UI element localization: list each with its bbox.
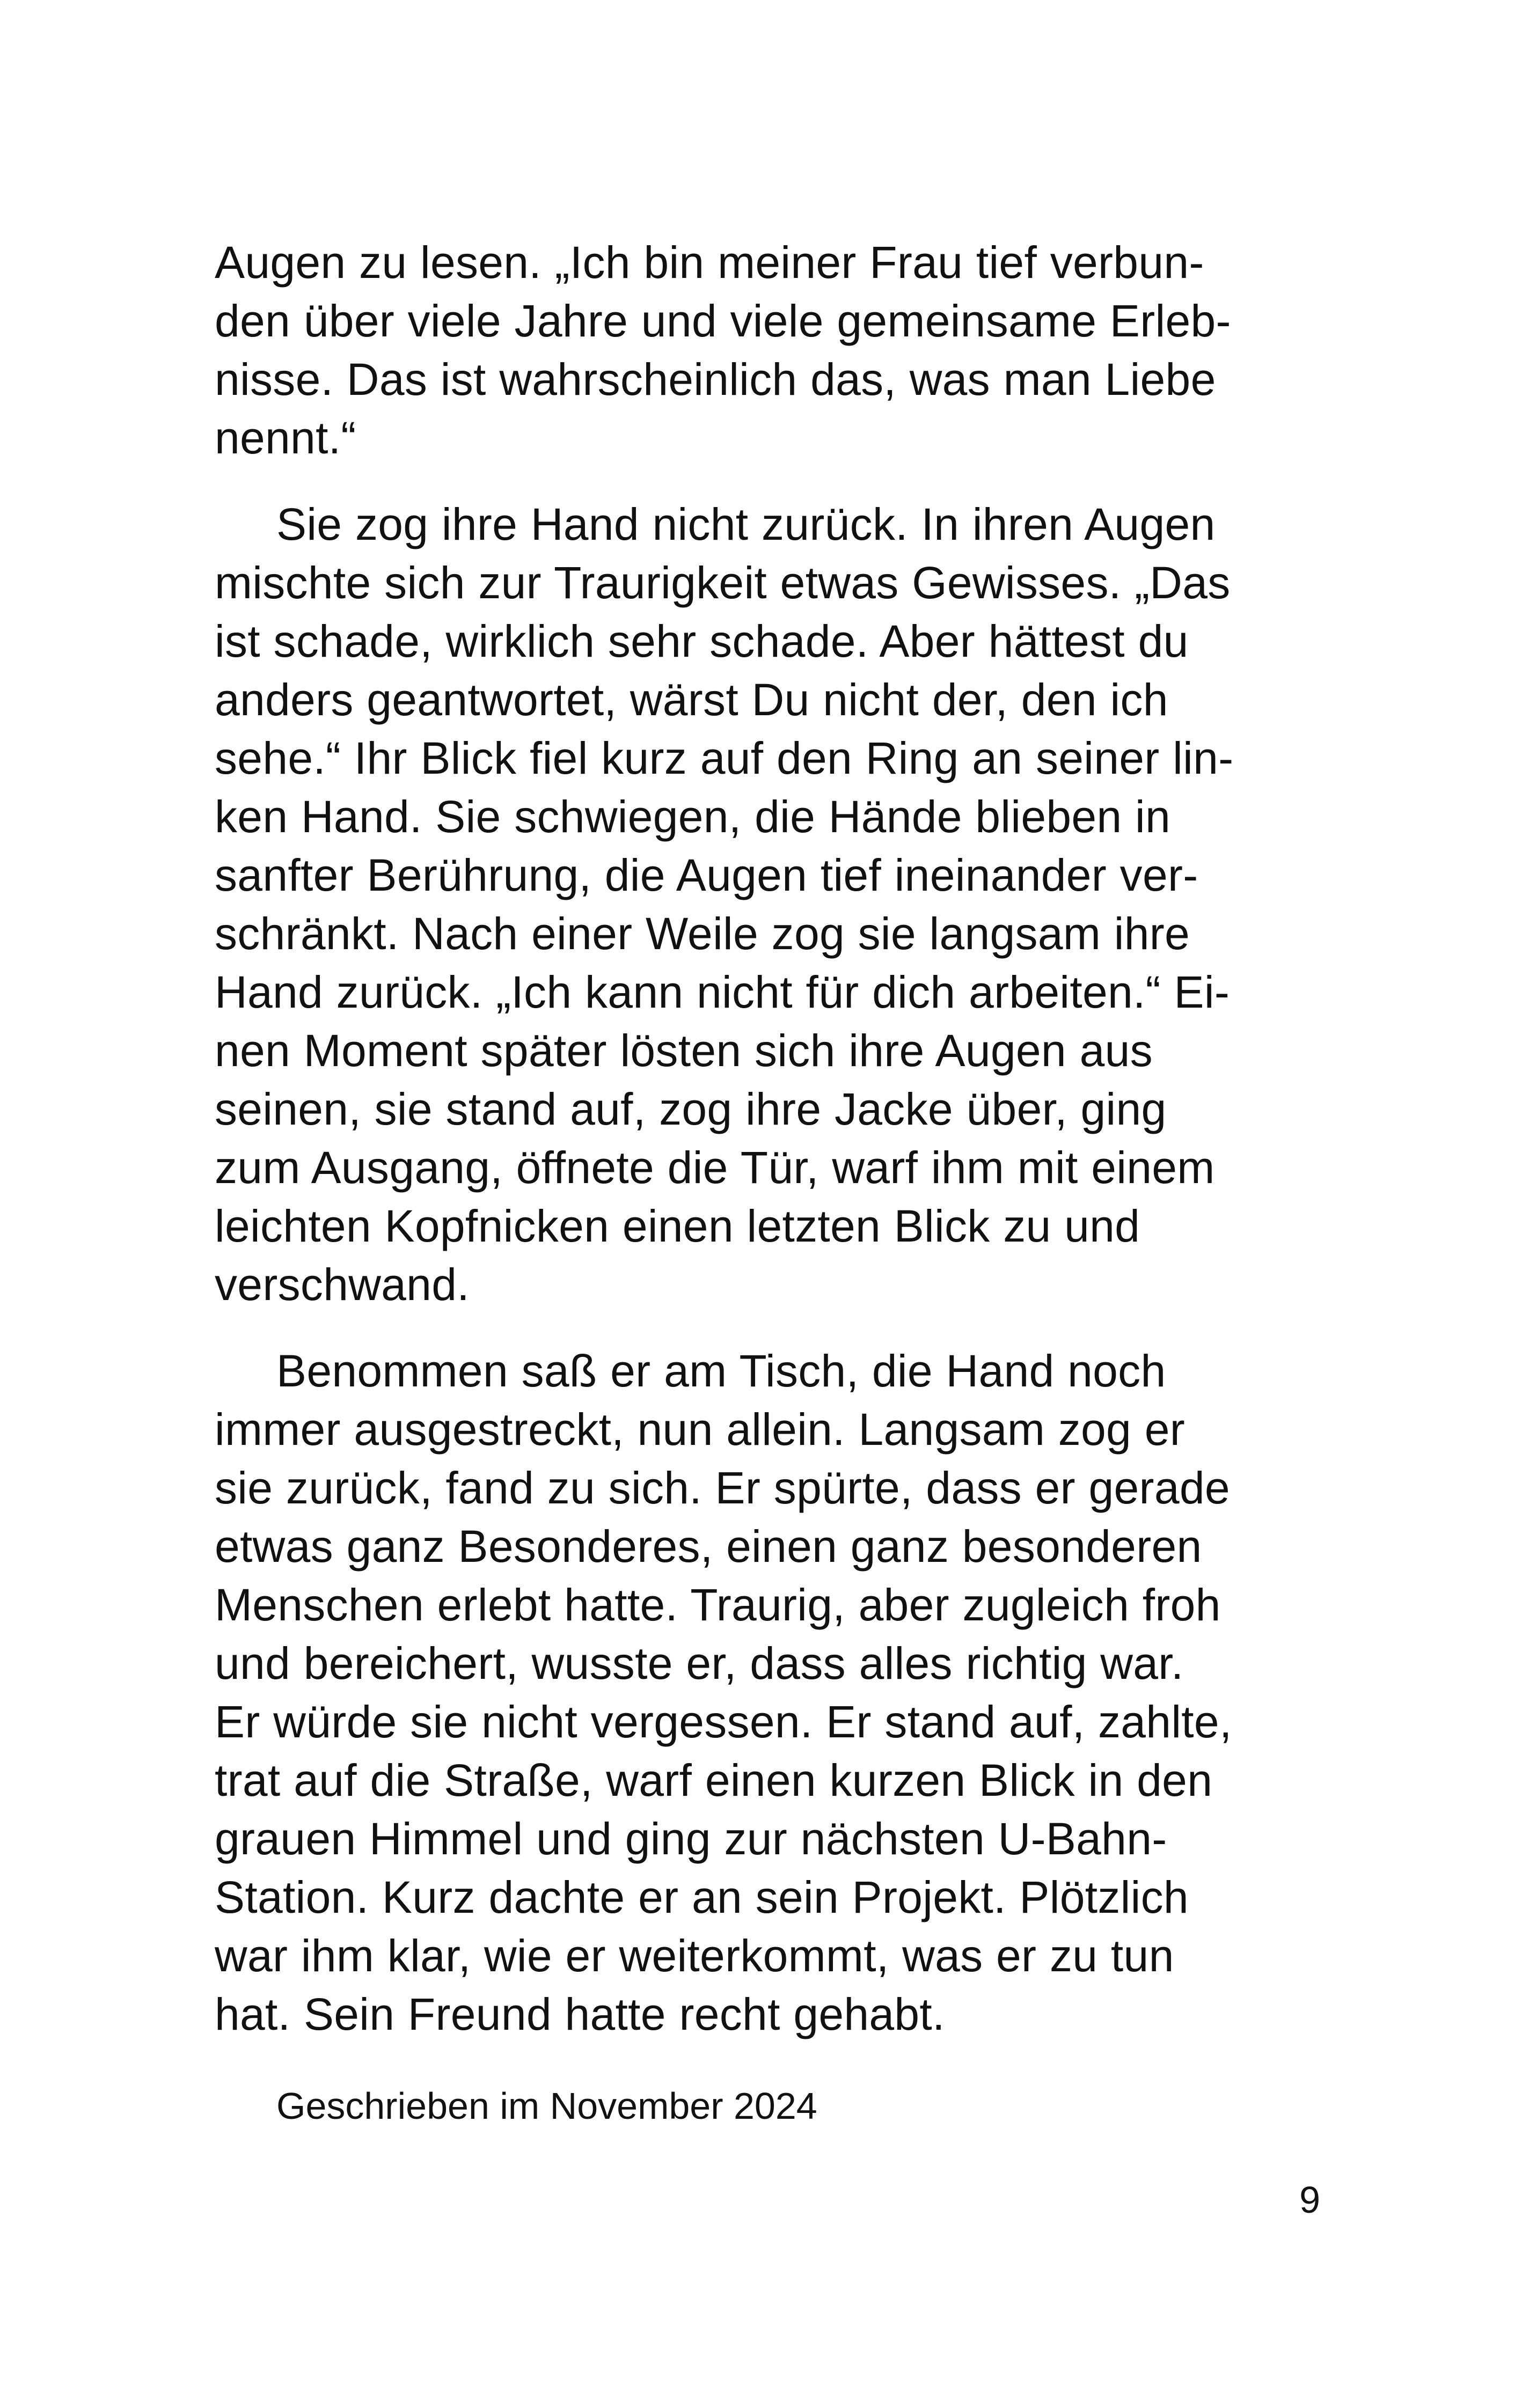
paragraph-3 [215,1342,1320,2044]
paragraph-1 [215,233,1320,467]
written-date-note: Geschrieben im November 2024 [276,2085,817,2127]
paragraph-2-text: Sie zog ihre Hand nicht zurück. In ihren Augen mischte sich zur Traurigkeit etwas Gewisses. „Das ist schade, wirklich sehr schade. Aber hättest du anders geantwortet, wärst Du nicht der, den ich sehe.“ Ihr Blick fiel kurz auf den Ring an seiner lin- ken Hand. Sie schwiegen, die Hände blieben in sanfter Berührung, die Augen tief ineinander ver- schränkt. Nach einer Weile zog sie langsam ihre Hand zurück. „Ich kann nicht für dich arbeiten.“ Ei- nen Moment später lösten sich ihre Augen aus seinen, sie stand auf, zog ihre Jacke über, ging zum Ausgang, öffnete die Tür, warf ihm mit einem leichten Kopfnicken einen letzten Blick zu und verschwand. [215,499,1234,1310]
paragraph-1-text: Augen zu lesen. „Ich bin meiner Frau tief verbun- den über viele Jahre und viele gemeinsame Erleb- nisse. Das ist wahrscheinlich das, was man Liebe nennt.“ [215,237,1231,463]
paragraph-2 [215,495,1320,1314]
paragraph-3-text: Benommen saß er am Tisch, die Hand noch immer ausgestreckt, nun allein. Langsam zog er sie zurück, fand zu sich. Er spürte, dass er gerade etwas ganz Besonderes, einen ganz besonderen Menschen erlebt hatte. Traurig, aber zugleich froh und bereichert, wusste er, dass alles richtig war. Er würde sie nicht vergessen. Er stand auf, zahlte, trat auf die Straße, warf einen kurzen Blick in den grauen Himmel und ging zur nächsten U-Bahn- Station. Kurz dachte er an sein Projekt. Plötzlich war ihm klar, wie er weiterkommt, was er zu tun hat. Sein Freund hatte recht gehabt. [215,1346,1232,2039]
page-number: 9 [1299,2179,1320,2221]
